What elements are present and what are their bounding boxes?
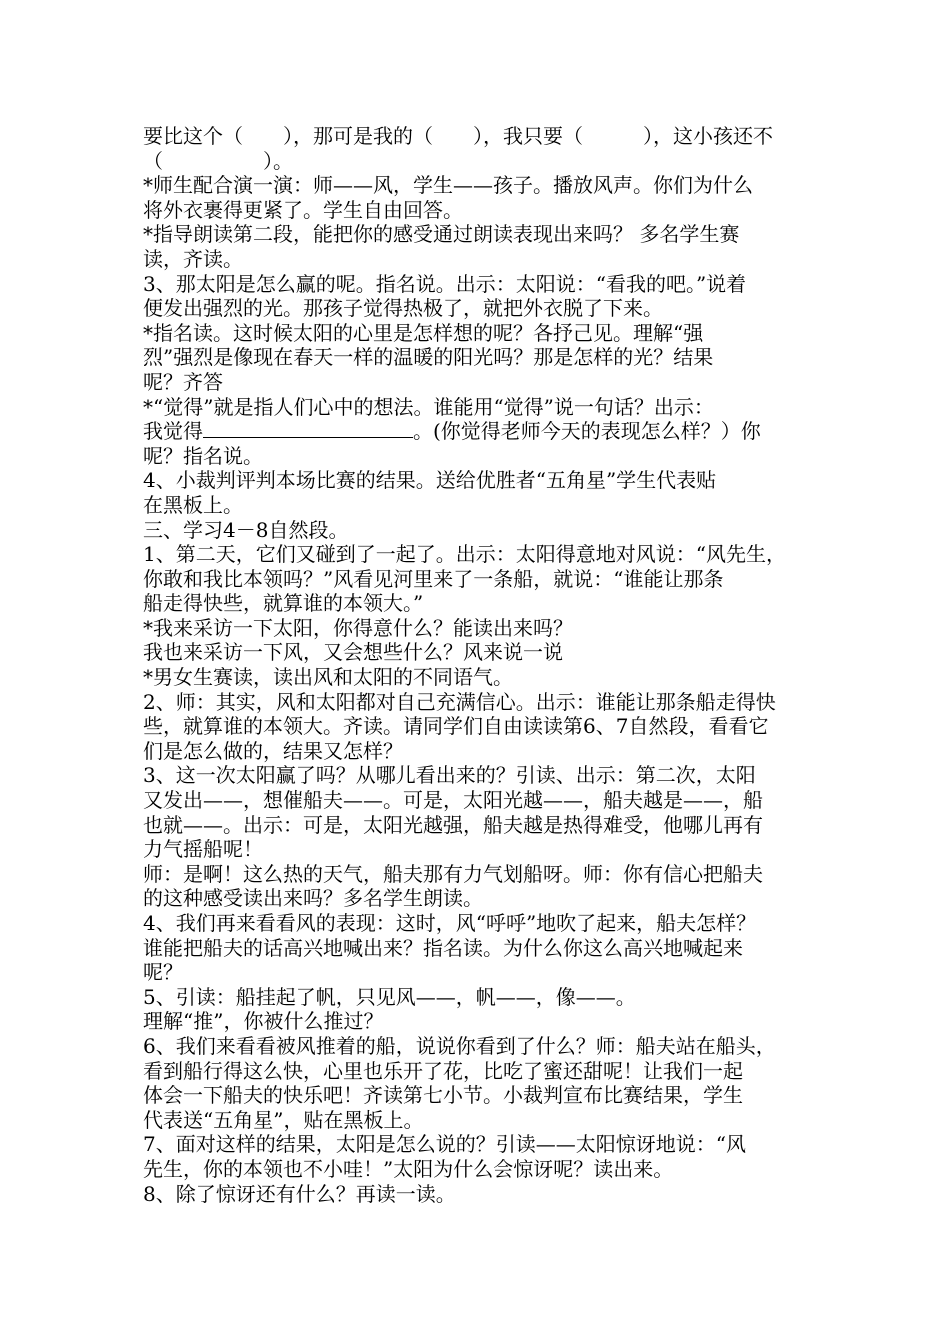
text-line-39: 看到船行得这么快，心里也乐开了花，比吃了蜜还甜呢！让我们一起 — [143, 1058, 743, 1083]
text-line-27: 3、这一次太阳赢了吗？从哪儿看出来的？引读、出示：第二次，太阳 — [143, 763, 756, 788]
text-line-32: 的这种感受读出来吗？多名学生朗读。 — [143, 886, 483, 911]
text-line-3: *师生配合演一演：师——风，学生——孩子。播放风声。你们为什么 — [143, 173, 753, 198]
text-line-6: 读，齐读。 — [143, 246, 243, 271]
fill-in-prefix: 我觉得 — [143, 419, 203, 444]
text-line-42: 7、面对这样的结果，太阳是怎么说的？引读——太阳惊讶地说：“风 — [143, 1132, 746, 1157]
text-line-12: *“觉得”就是指人们心中的想法。谁能用“觉得”说一句话？出示： — [143, 394, 714, 419]
text-line-21: *我来采访一下太阳，你得意什么？能读出来吗？ — [143, 615, 573, 640]
text-line-7: 3、那太阳是怎么赢的呢。指名说。出示：太阳说：“看我的吧。”说着 — [143, 271, 747, 296]
text-line-33: 4、我们再来看看风的表现：这时，风“呼呼”地吹了起来，船夫怎样？ — [143, 911, 757, 935]
text-line-15: 4、小裁判评判本场比赛的结果。送给优胜者“五角星”学生代表贴 — [143, 468, 717, 493]
text-line-30: 力气摇船呢！ — [143, 837, 263, 862]
text-line-31: 师：是啊！这么热的天气，船夫那有力气划船呀。师：你有信心把船夫 — [143, 861, 763, 886]
text-line-44: 8、除了惊讶还有什么？再读一读。 — [143, 1181, 456, 1206]
text-line-43: 先生，你的本领也不小哇！”太阳为什么会惊讶呢？读出来。 — [143, 1156, 674, 1181]
text-line-2: （ ）。 — [143, 148, 293, 173]
text-line-9: *指名读。这时候太阳的心里是怎样想的呢？各抒己见。理解“强 — [143, 320, 704, 345]
text-line-20: 船走得快些，就算谁的本领大。” — [143, 591, 424, 616]
text-line-35: 呢？ — [143, 960, 183, 985]
text-line-4: 将外衣裹得更紧了。学生自由回答。 — [143, 197, 463, 222]
text-line-8: 便发出强烈的光。那孩子觉得热极了，就把外衣脱了下来。 — [143, 296, 663, 321]
text-line-36: 5、引读：船挂起了帆，只见风——，帆——，像——。 — [143, 984, 636, 1009]
text-line-11: 呢？齐答 — [143, 369, 223, 394]
text-line-14: 呢？指名说。 — [143, 443, 263, 468]
text-line-24: 2、师：其实，风和太阳都对自己充满信心。出示：谁能让那条船走得快 — [143, 689, 776, 714]
section-heading: 三、学习4－8自然段。 — [143, 517, 349, 542]
text-line-37: 理解“推”，你被什么推过？ — [143, 1009, 384, 1034]
fill-in-suffix: 。(你觉得老师今天的表现怎么样？）你 — [413, 419, 761, 444]
text-line-29: 也就——。出示：可是，太阳光越强，船夫越是热得难受，他哪儿再有 — [143, 812, 763, 837]
text-line-40: 体会一下船夫的快乐吧！齐读第七小节。小裁判宣布比赛结果，学生 — [143, 1083, 743, 1108]
text-line-5: *指导朗读第二段，能把你的感受通过朗读表现出来吗？ 多名学生赛 — [143, 222, 740, 247]
text-line-19: 你敢和我比本领吗？”风看见河里来了一条船，就说：“谁能让那条 — [143, 566, 724, 591]
document-body — [143, 124, 815, 1206]
fill-in-line — [143, 419, 815, 444]
text-line-26: 们是怎么做的，结果又怎样？ — [143, 738, 403, 763]
text-line-41: 代表送“五角星”，贴在黑板上。 — [143, 1107, 424, 1132]
text-line-16: 在黑板上。 — [143, 492, 243, 517]
text-line-34: 谁能把船夫的话高兴地喊出来？指名读。为什么你这么高兴地喊起来 — [143, 935, 743, 960]
text-line-18: 1、第二天，它们又碰到了一起了。出示：太阳得意地对风说：“风先生， — [143, 542, 786, 567]
text-line-22: 我也来采访一下风，又会想些什么？风来说一说 — [143, 640, 563, 665]
text-line-38: 6、我们来看看被风推着的船，说说你看到了什么？师：船夫站在船头， — [143, 1033, 776, 1058]
fill-in-blank — [203, 419, 413, 438]
text-line-1: 要比这个（ ），那可是我的（ ），我只要（ ），这小孩还不 — [143, 124, 773, 148]
text-line-25: 些，就算谁的本领大。齐读。请同学们自由读读第6、7自然段，看看它 — [143, 714, 769, 739]
text-line-28: 又发出——，想催船夫——。可是，太阳光越——，船夫越是——，船 — [143, 788, 763, 813]
text-line-10: 烈”强烈是像现在春天一样的温暖的阳光吗？那是怎样的光？结果 — [143, 345, 714, 370]
text-line-23: *男女生赛读，读出风和太阳的不同语气。 — [143, 665, 513, 690]
